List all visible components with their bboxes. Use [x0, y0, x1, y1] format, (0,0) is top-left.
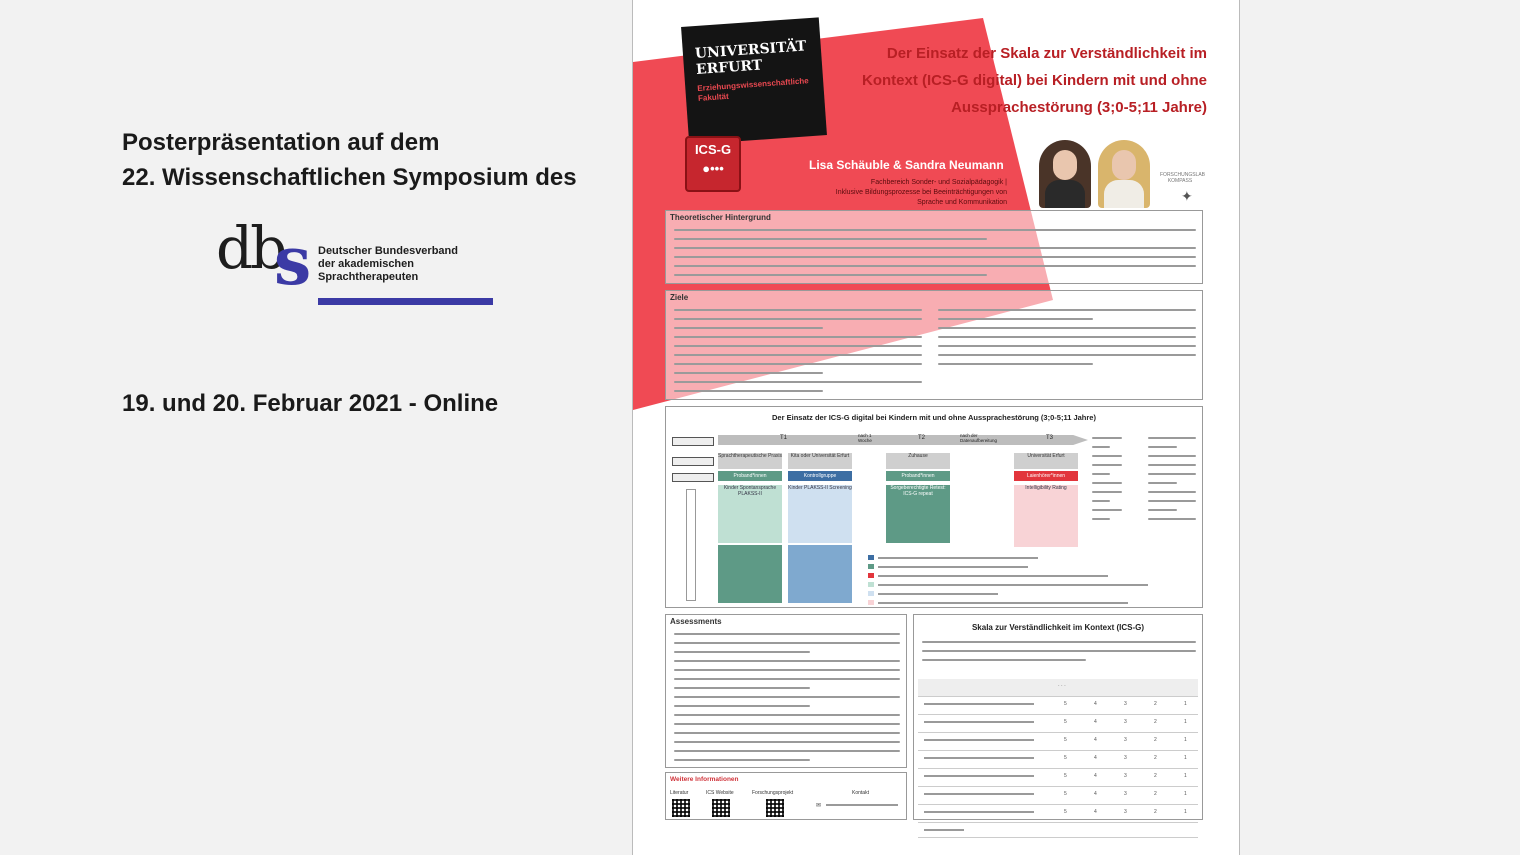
- slide-headline: [122, 125, 577, 195]
- dbs-logo-s: s: [274, 222, 312, 300]
- scale-total-row: [918, 823, 1198, 838]
- row-label-3: [672, 473, 714, 482]
- info-project-label: Forschungsprojekt: [752, 790, 794, 796]
- column-1-caregivers: [718, 545, 782, 603]
- scale-row: 5 4 3 2 1: [918, 715, 1198, 733]
- faculty-name: [697, 76, 810, 104]
- dbs-text-line-2: der akademischen: [318, 258, 414, 270]
- ics-g-scale-intro: [922, 641, 1196, 668]
- background-text: [674, 229, 1196, 283]
- background-section: [665, 210, 1203, 284]
- column-3-header: Zuhause: [886, 453, 950, 469]
- author-photo-2: [1098, 140, 1150, 208]
- dbs-logo-text: [318, 245, 458, 284]
- background-title: Theoretischer Hintergrund: [670, 213, 771, 222]
- author-photo-1: [1039, 140, 1091, 208]
- timeline-t3: T3: [1046, 435, 1054, 441]
- further-info-section: [665, 772, 907, 820]
- affiliation-line-2: Inklusive Bildungsprozesse bei Beeinträchtigungen von Sprache und Kommunikation: [835, 189, 1007, 206]
- lab-logo-text: FORSCHUNGSLAB KOMPASS: [1160, 172, 1206, 184]
- qr-code-project-icon: [766, 799, 784, 817]
- headline-line-2: 22. Wissenschaftlichen Symposium des: [122, 164, 577, 191]
- assessments-section: [665, 614, 907, 768]
- timeline-side-bar: [686, 489, 696, 601]
- event-date: 19. und 20. Februar 2021 - Online: [122, 390, 499, 417]
- ics-g-scale-title: Skala zur Verständlichkeit im Kontext (ICS-G): [971, 623, 1145, 632]
- headline-line-1: Posterpräsentation auf dem: [122, 129, 440, 156]
- assessments-text: [674, 633, 900, 768]
- compass-icon: ✦: [1181, 188, 1193, 204]
- study-exclusion-criteria: [1148, 437, 1196, 527]
- slide-left-panel: [0, 0, 632, 855]
- study-legend: [868, 555, 1168, 609]
- goals-title: Ziele: [670, 293, 689, 302]
- info-website-label: ICS Website: [706, 790, 734, 796]
- scale-row: 5 4 3 2 1: [918, 769, 1198, 787]
- poster-title-line-3: Aussprachestörung (3;0-5;11 Jahre): [951, 99, 1207, 116]
- university-erfurt-logo: [681, 17, 827, 144]
- column-1-body: Kinder Spontansprache PLAKSS-II: [718, 485, 782, 543]
- dbs-logo-bar: [318, 298, 493, 305]
- study-title: Der Einsatz der ICS-G digital bei Kindern mit und ohne Aussprachestörung (3;0-5;11 Jahre): [772, 413, 1096, 422]
- scale-row: 5 4 3 2 1: [918, 787, 1198, 805]
- study-inclusion-criteria: [1092, 437, 1122, 527]
- scale-row: 5 4 3 2 1: [918, 733, 1198, 751]
- timeline-t2: T2: [918, 435, 926, 441]
- column-4-role: Laienhörer*innen: [1014, 471, 1078, 481]
- dbs-text-line-1: Deutscher Bundesverband: [318, 245, 458, 257]
- column-3-body: Sorgeberechtigte Retest: ICS-G repeat: [886, 485, 950, 543]
- goals-section: [665, 290, 1203, 400]
- column-2-body: Kinder PLAKSS-II Screening: [788, 485, 852, 543]
- qr-code-literature-icon: [672, 799, 690, 817]
- timeline-gap-2: nach der Datenaufbereitung: [960, 433, 998, 443]
- poster-affiliation: [811, 178, 1007, 208]
- column-2-header: Kita oder Universität Erfurt: [788, 453, 852, 469]
- poster-title-line-1: Der Einsatz der Skala zur Verständlichkeit im: [886, 45, 1207, 62]
- dbs-logo: [216, 214, 496, 310]
- further-info-title: Weitere Informationen: [670, 776, 739, 783]
- faculty-line-1: Erziehungswissenschaftliche: [697, 76, 810, 93]
- study-timeline: [718, 435, 1088, 445]
- speech-bubble-icon: ●•••: [702, 161, 724, 176]
- timeline-gap-1: nach 1 Woche: [858, 433, 872, 443]
- study-design-section: [665, 406, 1203, 608]
- scale-row: 5 4 3 2 1: [918, 805, 1198, 823]
- column-2-caregivers: [788, 545, 852, 603]
- column-1-header: Sprachtherapeutische Praxis: [718, 453, 782, 469]
- university-name: [694, 38, 808, 78]
- poster-authors: Lisa Schäuble & Sandra Neumann: [809, 158, 1004, 172]
- ics-g-logo: [685, 136, 741, 192]
- row-label-2: [672, 457, 714, 466]
- timeline-t1: T1: [780, 435, 788, 441]
- university-name-line-1: UNIVERSITÄT: [694, 38, 807, 63]
- contact-email: [826, 804, 898, 806]
- info-contact-label: Kontakt: [852, 790, 869, 796]
- column-1-role: Proband*innen: [718, 471, 782, 481]
- ics-g-scale-table: [918, 679, 1198, 838]
- info-literature-label: Literatur: [670, 790, 689, 796]
- column-4-header: Universität Erfurt: [1014, 453, 1078, 469]
- ics-g-logo-text: ICS-G: [694, 142, 732, 157]
- goals-list-right: [938, 309, 1196, 372]
- qr-code-website-icon: [712, 799, 730, 817]
- poster: [632, 0, 1240, 855]
- mail-icon: ✉: [816, 803, 822, 809]
- column-3-role: Proband*innen: [886, 471, 950, 481]
- column-4-body: Intelligibility Rating: [1014, 485, 1078, 547]
- scale-row: 5 4 3 2 1: [918, 697, 1198, 715]
- dbs-logo-letters: db: [216, 214, 285, 282]
- dbs-text-line-3: Sprachtherapeuten: [318, 271, 419, 283]
- assessments-title: Assessments: [670, 617, 722, 626]
- university-name-line-2: ERFURT: [695, 57, 763, 78]
- faculty-line-2: Fakultät: [697, 91, 729, 103]
- poster-title-line-2: Kontext (ICS-G digital) bei Kindern mit und ohne: [862, 72, 1207, 89]
- poster-title: [827, 40, 1207, 121]
- scale-row: 5 4 3 2 1: [918, 751, 1198, 769]
- ics-g-scale-section: [913, 614, 1203, 820]
- goals-list-left: [674, 309, 922, 399]
- scale-header-row: · · ·: [918, 679, 1198, 697]
- affiliation-line-1: Fachbereich Sonder- und Sozialpädagogik |: [870, 179, 1007, 186]
- row-label-1: [672, 437, 714, 446]
- column-2-role: Kontrollgruppe: [788, 471, 852, 481]
